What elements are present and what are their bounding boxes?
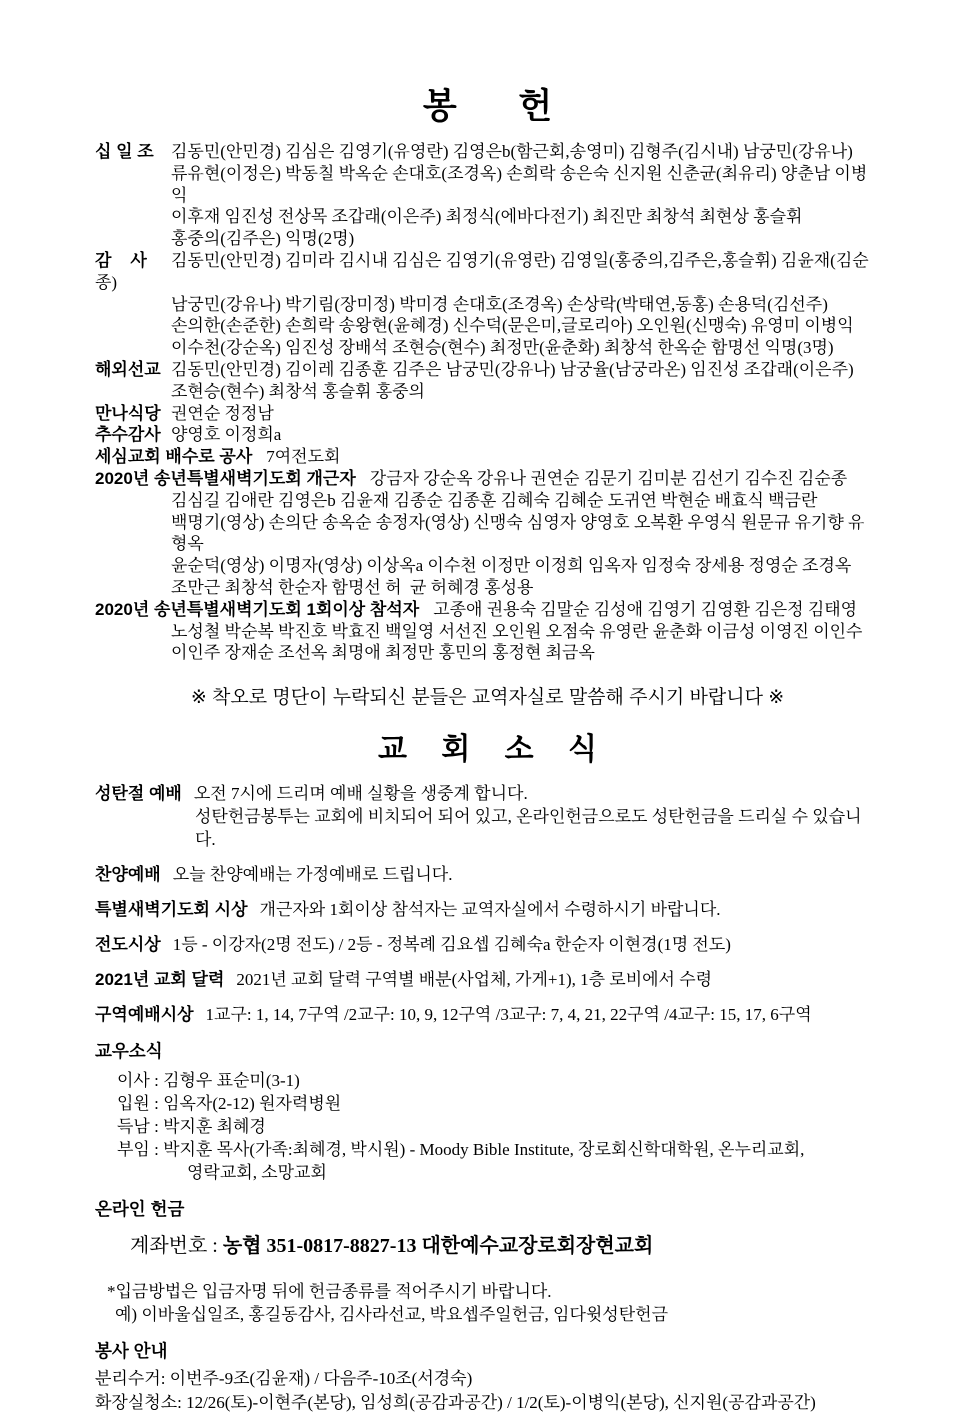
entry-text: 백명기(영상) 손의단 송옥순 송정자(영상) 신맹숙 심영자 양영호 오복환 우영식 원문규 유기향 유형옥 <box>171 512 865 554</box>
news-item-district-service-award <box>95 1003 880 1026</box>
offering-entry-dawn-prayer-perfect <box>95 468 880 599</box>
news-text: 2021년 교회 달력 구역별 배분(사업체, 가게+1), 1층 로비에서 수령 <box>236 970 713 990</box>
entry-label: 추수감사 <box>95 425 161 445</box>
service-guide-row: 화장실청소: 12/26(토)-이현주(본당), 임성희(공감과공간) / 1/2(토)-이병익(본당), 신지원(공감과공간) <box>95 1393 816 1413</box>
entry-text: 권연순 정정남 <box>171 403 274 423</box>
deposit-example-note: 예) 이바울십일조, 홍길동감사, 김사라선교, 박요셉주일헌금, 임다윗성탄헌금 <box>115 1305 668 1325</box>
deposit-method-note: *입금방법은 입금자명 뒤에 헌금종류를 적어주시기 바랍니다. <box>107 1282 552 1302</box>
news-text: 1등 - 이강자(2명 전도) / 2등 - 정복례 김요셉 김혜숙a 한순자 이현경(1명 전도) <box>172 935 731 955</box>
church-news-title: 교 회 소 식 <box>378 733 610 767</box>
entry-line <box>95 141 880 163</box>
entry-text: 손의한(손준한) 손희락 송왕현(윤혜경) 신수덕(문은미,글로리아) 오인원(신맹숙) 유영미 이병익 <box>171 316 854 336</box>
news-line <box>95 898 880 921</box>
entry-text: 김동민(안민경) 김심은 김영기(유영란) 김영은b(함근회,송영미) 김형주(김시내) 남궁민(강유나) <box>171 142 853 161</box>
service-guide-section <box>95 1340 880 1415</box>
entry-line <box>95 468 880 490</box>
entry-text: 조만근 최창석 한순자 함명선 허 균 허혜경 홍성용 <box>171 577 534 597</box>
entry-label: 감 사 <box>95 250 147 270</box>
offering-entry-drainage-work <box>95 446 880 468</box>
entry-text: 이수천(강순옥) 임진성 장배석 조현승(현수) 최정만(윤춘화) 최창석 한옥순 함명선 익명(3명) <box>171 338 834 358</box>
news-item-christmas-service <box>95 782 880 851</box>
entry-label: 해외선교 <box>95 359 161 379</box>
entry-text: 류유현(이정은) 박동칠 박옥순 손대호(조경옥) 손희락 송은숙 신지원 신춘균(최유리) 양춘남 이병익 <box>171 163 868 205</box>
entry-line <box>95 403 880 425</box>
online-offering-section <box>95 1198 880 1326</box>
news-label: 구역예배시상 <box>95 1005 194 1025</box>
member-news-row: 영락교회, 소망교회 <box>187 1163 327 1183</box>
entry-line <box>95 424 880 446</box>
news-line <box>95 968 880 991</box>
entry-text: 양영호 이정희a <box>171 425 282 445</box>
news-line <box>95 782 880 805</box>
news-text: 오전 7시에 드리며 예배 실황을 생중계 합니다. <box>193 784 528 804</box>
member-news-row: 득남 : 박지훈 최혜경 <box>117 1117 266 1137</box>
entry-label: 십 일 조 <box>95 142 154 161</box>
entry-text: 노성철 박순복 박진호 박효진 백일영 서선진 오인원 오점숙 유영란 윤춘화 이금성 이영진 이인수 <box>171 621 863 641</box>
entry-text: 조현승(현수) 최창석 홍슬휘 홍중의 <box>171 381 425 401</box>
entry-text: 김심길 김애란 김영은b 김윤재 김종순 김종훈 김혜숙 김혜순 도귀연 박현순 배효식 백금란 <box>171 490 818 510</box>
service-guide-rows <box>95 1367 880 1415</box>
news-text: 1교구: 1, 14, 7구역 /2교구: 10, 9, 12구역 /3교구: 7, 4, 21, 22구역 /4교구: 15, 17, 6구역 <box>205 1005 812 1025</box>
service-guide-row: 분리수거: 이번주-9조(김윤재) / 다음주-10조(서경숙) <box>95 1369 473 1389</box>
offering-entry-harvest-thanks <box>95 424 880 446</box>
entry-line <box>95 446 880 468</box>
member-news-rows <box>95 1069 880 1184</box>
entry-text: 이후재 임진성 전상목 조갑래(이은주) 최정식(에바다전기) 최진만 최창석 최현상 홍슬휘 <box>171 207 803 227</box>
news-item-praise-service <box>95 863 880 886</box>
entry-label: 만나식당 <box>95 403 161 423</box>
offering-entry-tithe <box>95 141 880 250</box>
news-item-evangelism-award <box>95 933 880 956</box>
entry-text: 김동민(안민경) 김이레 김종훈 김주은 남궁민(강유나) 남궁율(남궁라온) 임진성 조갑래(이은주) <box>171 359 854 379</box>
news-item-church-calendar <box>95 968 880 991</box>
account-line <box>130 1233 880 1260</box>
offering-entry-dawn-prayer-attendee <box>95 599 880 664</box>
entry-text: 윤순덕(영상) 이명자(영상) 이상옥a 이수천 이정만 이정희 임옥자 임정숙 장세용 정영순 조경옥 <box>171 556 852 576</box>
entry-text: 남궁민(강유나) 박기림(장미정) 박미경 손대호(조경옥) 손상락(박태연,동홍) 손용덕(김선주) <box>171 294 828 314</box>
news-label: 찬양예배 <box>95 865 161 885</box>
member-news-section <box>95 1040 880 1184</box>
news-line <box>95 1003 880 1026</box>
entry-text: 김동민(안민경) 김미라 김시내 김심은 김영기(유영란) 김영일(홍중의,김주은,홍슬휘) 김윤재(김순종) <box>95 250 869 292</box>
offering-entry-overseas-mission <box>95 359 880 403</box>
news-line <box>95 863 880 886</box>
entry-text: 홍중의(김주은) 익명(2명) <box>171 229 355 249</box>
entry-text: 이인주 장재순 조선옥 최명애 최정만 홍민의 홍정현 최금옥 <box>171 643 595 663</box>
entry-label: 2020년 송년특별새벽기도회 개근자 <box>95 468 356 488</box>
entry-text: 7여전도회 <box>266 447 341 467</box>
news-label: 전도시상 <box>95 935 161 955</box>
news-item-dawn-prayer-award <box>95 898 880 921</box>
news-text: 성탄헌금봉투는 교회에 비치되어 되어 있고, 온라인헌금으로도 성탄헌금을 드리실 수 있습니다. <box>195 807 862 850</box>
news-label: 특별새벽기도회 시상 <box>95 900 248 920</box>
member-news-heading: 교우소식 <box>95 1041 163 1062</box>
entry-label: 세심교회 배수로 공사 <box>95 447 253 467</box>
online-offering-heading: 온라인 헌금 <box>95 1199 185 1220</box>
news-label: 2021년 교회 달력 <box>95 970 225 990</box>
offering-entry-manna-cafeteria <box>95 403 880 425</box>
service-guide-heading: 봉사 안내 <box>95 1341 168 1362</box>
omission-notice: ※ 착오로 명단이 누락되신 분들은 교역자실로 말씀해 주시기 바랍니다 ※ <box>190 687 785 709</box>
entry-line <box>95 250 880 294</box>
news-line <box>95 933 880 956</box>
entry-label: 2020년 송년특별새벽기도회 1회이상 참석자 <box>95 599 420 619</box>
entry-text: 고종애 권용숙 김말순 김성애 김영기 김영환 김은정 김태영 <box>433 599 858 619</box>
entry-line <box>95 599 880 621</box>
account-value: 농협 351-0817-8827-13 대한예수교장로회장현교회 <box>222 1235 654 1258</box>
news-label: 성탄절 예배 <box>95 784 182 804</box>
member-news-row: 이사 : 김형우 표순미(3-1) <box>117 1071 300 1091</box>
entry-text: 강금자 강순옥 강유나 권연순 김문기 김미분 김선기 김수진 김순종 <box>369 468 848 488</box>
entry-line <box>95 359 880 381</box>
account-label: 계좌번호 : <box>130 1235 223 1258</box>
offering-title: 봉 헌 <box>422 87 579 126</box>
offering-entry-thanksgiving <box>95 250 880 359</box>
news-text: 오늘 찬양예배는 가정예배로 드립니다. <box>172 865 453 885</box>
member-news-row: 입원 : 임옥자(2-12) 원자력병원 <box>117 1094 342 1114</box>
news-text: 개근자와 1회이상 참석자는 교역자실에서 수령하시기 바랍니다. <box>259 900 721 920</box>
member-news-row: 부임 : 박지훈 목사(가족:최혜경, 박시원) - Moody Bible Institute, 장로회신학대학원, 온누리교회, <box>117 1140 805 1160</box>
